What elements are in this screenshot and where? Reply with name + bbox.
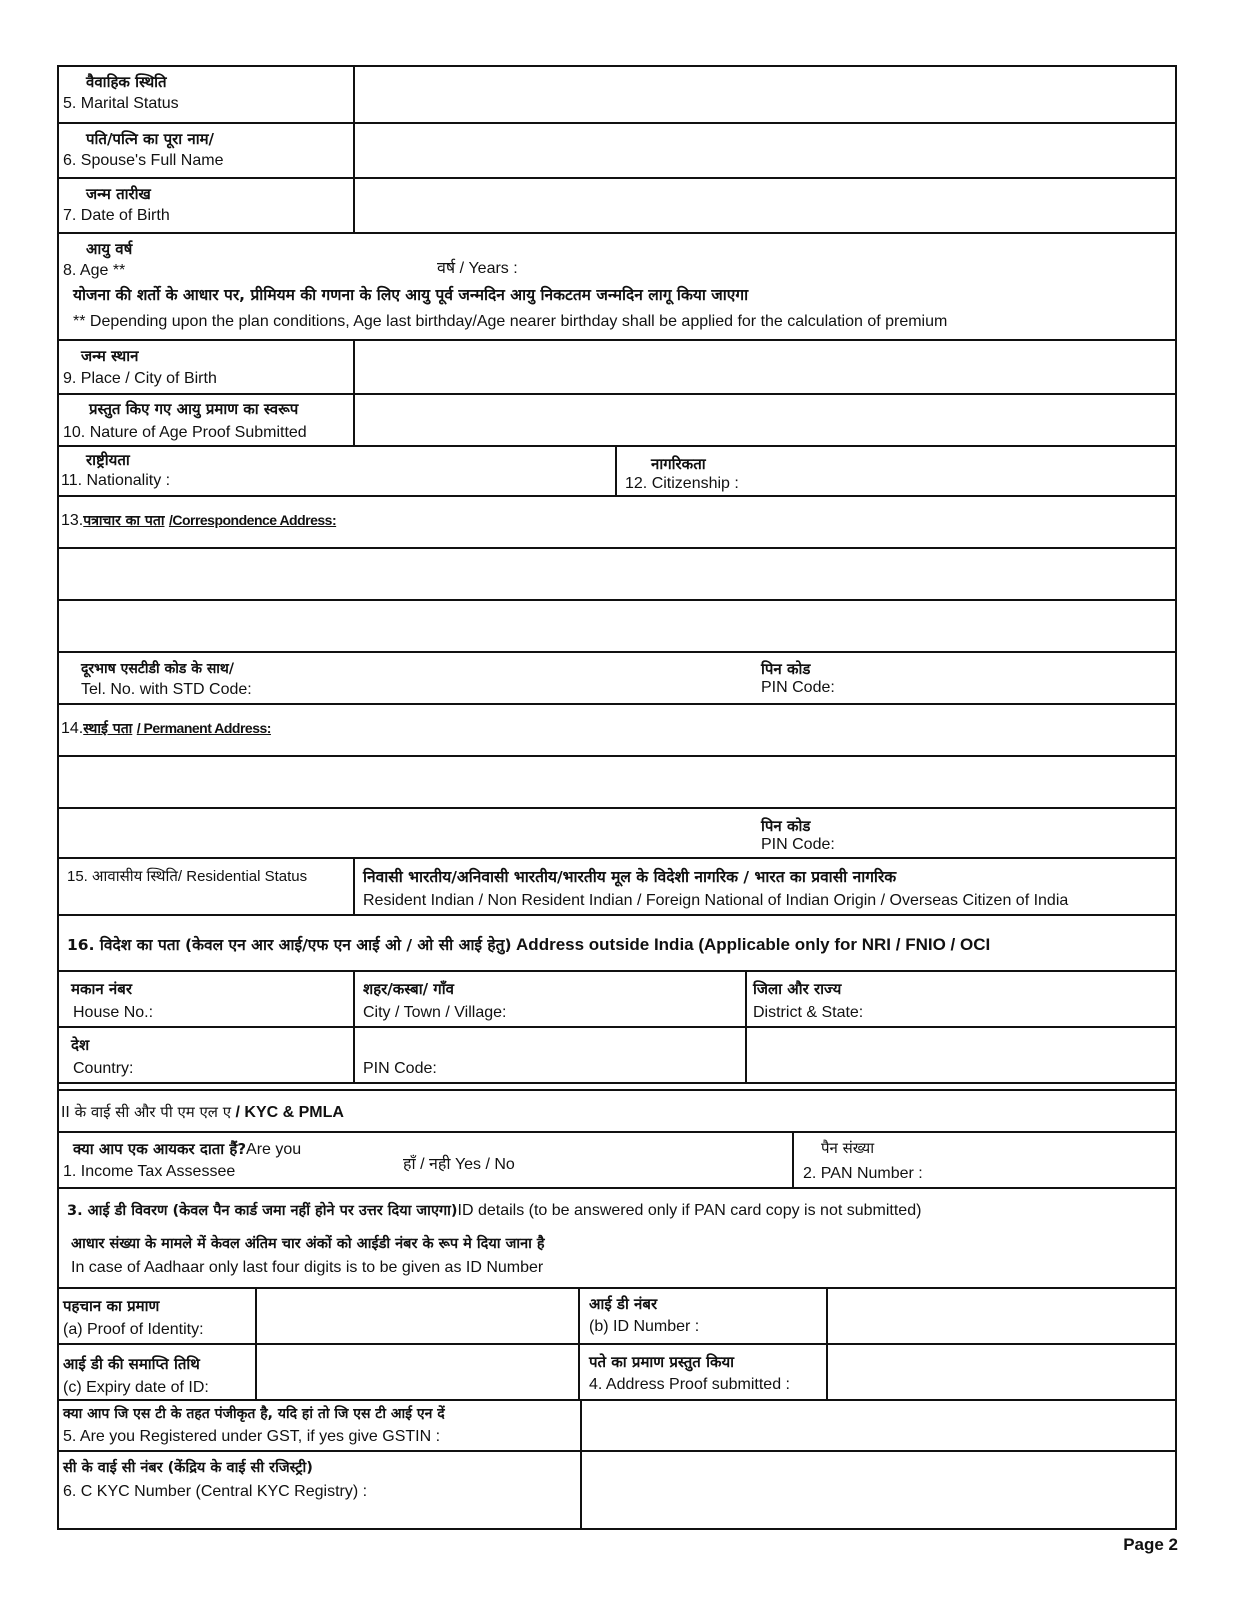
row-date-of-birth <box>59 179 1175 234</box>
abroad-pin-field[interactable] <box>449 1054 739 1080</box>
citizenship-field[interactable] <box>819 467 1169 493</box>
age-label-hi: आयु वर्ष <box>86 240 133 258</box>
city-field[interactable] <box>529 998 739 1024</box>
spouse-name-field[interactable] <box>355 124 1175 177</box>
id-number-label: (b) ID Number : <box>589 1318 700 1335</box>
row-nationality-citizenship <box>59 447 1175 497</box>
pan-label-hi: पैन संख्या <box>821 1139 875 1157</box>
expiry-label-hi: आई डी की समाप्ति तिथि <box>63 1355 200 1373</box>
district-field[interactable] <box>879 998 1169 1024</box>
city-label-hi: शहर/कस्बा/ गाँव <box>363 980 454 998</box>
income-tax-label: 1. Income Tax Assessee <box>63 1163 236 1180</box>
city-label: City / Town / Village: <box>363 1004 507 1021</box>
tel-label: Tel. No. with STD Code: <box>81 681 252 698</box>
nationality-label: 11. Nationality : <box>61 472 171 489</box>
ckyc-field[interactable] <box>582 1452 1175 1530</box>
pan-field[interactable] <box>939 1157 1169 1185</box>
row-proof-id-number <box>59 1289 1175 1345</box>
application-form <box>57 65 1177 1530</box>
ckyc-label: 6. C KYC Number (Central KYC Registry) : <box>63 1483 368 1500</box>
kyc-title: II के वाई सी और पी एम एल ए / KYC & PMLA <box>61 1103 344 1121</box>
marital-status-label: 5. Marital Status <box>63 95 179 112</box>
marital-status-field[interactable] <box>355 67 1175 122</box>
row-abroad-house-city-district <box>59 972 1175 1028</box>
row-correspondence-tel-pin <box>59 653 1175 705</box>
income-tax-label-hi-line: क्या आप एक आयकर दाता हैं?Are you <box>73 1140 302 1158</box>
row-ckyc <box>59 1452 1175 1530</box>
gst-label: 5. Are you Registered under GST, if yes give GSTIN : <box>63 1428 441 1445</box>
row-gst <box>59 1401 1175 1452</box>
dob-label: 7. Date of Birth <box>63 207 170 224</box>
expiry-label: (c) Expiry date of ID: <box>63 1379 209 1396</box>
income-tax-yes-no[interactable]: हाँ / नही Yes / No <box>403 1156 515 1173</box>
address-proof-field[interactable] <box>828 1345 1175 1399</box>
spouse-name-label: 6. Spouse's Full Name <box>63 152 224 169</box>
id-number-label-hi: आई डी नंबर <box>589 1295 658 1313</box>
row-permanent-pin <box>59 809 1175 859</box>
dob-field[interactable] <box>355 179 1175 232</box>
marital-status-label-hi: वैवाहिक स्थिति <box>86 73 167 91</box>
poi-label: (a) Proof of Identity: <box>63 1321 204 1338</box>
tel-label-hi: दूरभाष एसटीडी कोड के साथ/ <box>81 661 234 677</box>
poi-label-hi: पहचान का प्रमाण <box>63 1297 160 1315</box>
residential-options[interactable]: Resident Indian / Non Resident Indian / Foreign National of Indian Origin / Overseas Citizen of India <box>363 892 1069 909</box>
ckyc-label-hi: सी के वाई सी नंबर (केंद्रिय के वाई सी रजिस्ट्री) <box>63 1460 313 1476</box>
section-divider <box>59 1084 1175 1091</box>
row-permanent-header <box>59 705 1175 757</box>
age-proof-label-hi: प्रस्तुत किए गए आयु प्रमाण का स्वरूप <box>89 400 299 418</box>
citizenship-label: 12. Citizenship : <box>625 475 739 492</box>
aadhaar-note: In case of Aadhaar only last four digits is to be given as ID Number <box>71 1259 544 1276</box>
residential-options-hi: निवासी भारतीय/अनिवासी भारतीय/भारतीय मूल के विदेशी नागरिक / भारत का प्रवासी नागरिक <box>363 868 897 886</box>
permanent-pin-label-hi: पिन कोड <box>761 817 811 835</box>
expiry-field[interactable] <box>257 1345 577 1399</box>
row-id-details <box>59 1189 1175 1289</box>
nationality-label-hi: राष्ट्रीयता <box>86 451 130 469</box>
dob-label-hi: जन्म तारीख <box>86 185 151 203</box>
correspondence-heading: 13.पत्राचार का पता /Correspondence Address: <box>61 512 337 529</box>
pan-label: 2. PAN Number : <box>803 1165 923 1182</box>
permanent-heading: 14.स्थाई पता / Permanent Address: <box>61 720 271 737</box>
country-label-hi: देश <box>71 1036 90 1054</box>
address-proof-label: 4. Address Proof submitted : <box>589 1376 790 1393</box>
row-spouse-name <box>59 124 1175 179</box>
place-of-birth-label: 9. Place / City of Birth <box>63 370 217 387</box>
address-proof-label-hi: पते का प्रमाण प्रस्तुत किया <box>589 1353 735 1371</box>
abroad-pin-label: PIN Code: <box>363 1060 437 1077</box>
age-note-hi: योजना की शर्तो के आधार पर, प्रीमियम की गणना के लिए आयु पूर्व जन्मदिन आयु निकटतम जन्मदिन लागू किया जाएगा <box>73 286 749 304</box>
row-age <box>59 234 1175 341</box>
abroad-heading: 16. विदेश का पता (केवल एन आर आई/एफ एन आई ओ / ओ सी आई हेतु) Address outside India (Applicable only for NRI / FNIO / OCI <box>67 935 991 954</box>
correspondence-pin-label: PIN Code: <box>761 679 835 696</box>
abroad-extra-field[interactable] <box>747 1028 1175 1082</box>
age-proof-field[interactable] <box>355 395 1175 445</box>
row-expiry-address-proof <box>59 1345 1175 1401</box>
row-residential-status <box>59 859 1175 916</box>
permanent-address-line-1[interactable] <box>59 757 1175 809</box>
correspondence-pin-field[interactable] <box>849 673 1169 701</box>
spouse-name-label-hi: पति/पत्नि का पूरा नाम/ <box>86 130 215 148</box>
id-details-heading: 3. आई डी विवरण (केवल पैन कार्ड जमा नहीं होने पर उत्तर दिया जाएगा)ID details (to be answered only if PAN card copy is not submitted) <box>67 1202 922 1219</box>
citizenship-label-hi: नागरिकता <box>651 455 706 473</box>
district-label-hi: जिला और राज्य <box>753 980 842 998</box>
country-label: Country: <box>73 1060 134 1077</box>
district-label: District & State: <box>753 1004 864 1021</box>
row-abroad-country-pin <box>59 1028 1175 1084</box>
row-marital-status <box>59 67 1175 124</box>
row-correspondence-header <box>59 497 1175 549</box>
correspondence-address-line-1[interactable] <box>59 549 1175 601</box>
row-abroad-header <box>59 916 1175 972</box>
row-kyc-title <box>59 1091 1175 1133</box>
age-note: ** Depending upon the plan conditions, Age last birthday/Age nearer birthday shall be applied for the calculation of premium <box>73 313 948 330</box>
residential-status-label: 15. आवासीय स्थिति/ Residential Status <box>67 868 308 885</box>
permanent-pin-field[interactable] <box>849 829 1169 857</box>
place-of-birth-field[interactable] <box>355 341 1175 393</box>
tel-field[interactable] <box>269 673 729 701</box>
aadhaar-note-hi: आधार संख्या के मामले में केवल अंतिम चार अंकों को आईडी नंबर के रूप मे दिया जाना है <box>71 1236 545 1252</box>
age-years-field[interactable] <box>539 254 839 278</box>
row-place-of-birth <box>59 341 1175 395</box>
age-label: 8. Age ** <box>63 262 126 279</box>
house-field[interactable] <box>169 998 349 1024</box>
page-number: Page 2 <box>1123 1535 1178 1554</box>
nationality-field[interactable] <box>249 467 609 493</box>
permanent-pin-label: PIN Code: <box>761 836 835 853</box>
poi-field[interactable] <box>257 1289 577 1343</box>
correspondence-pin-label-hi: पिन कोड <box>761 660 811 678</box>
country-field[interactable] <box>149 1054 349 1080</box>
age-years-label: वर्ष / Years : <box>437 260 518 277</box>
gst-label-hi: क्या आप जि एस टी के तहत पंजीकृत है, यदि हां तो जि एस टी आई एन दें <box>63 1406 445 1422</box>
house-label-hi: मकान नंबर <box>71 980 132 998</box>
row-age-proof <box>59 395 1175 447</box>
gst-field[interactable] <box>582 1401 1175 1450</box>
house-label: House No.: <box>73 1004 154 1021</box>
row-income-tax-pan <box>59 1133 1175 1189</box>
permanent-address-line-2[interactable] <box>59 809 749 857</box>
correspondence-address-line-2[interactable] <box>59 601 1175 653</box>
place-of-birth-label-hi: जन्म स्थान <box>81 347 139 365</box>
age-proof-label: 10. Nature of Age Proof Submitted <box>63 424 307 441</box>
id-number-field[interactable] <box>828 1289 1175 1343</box>
